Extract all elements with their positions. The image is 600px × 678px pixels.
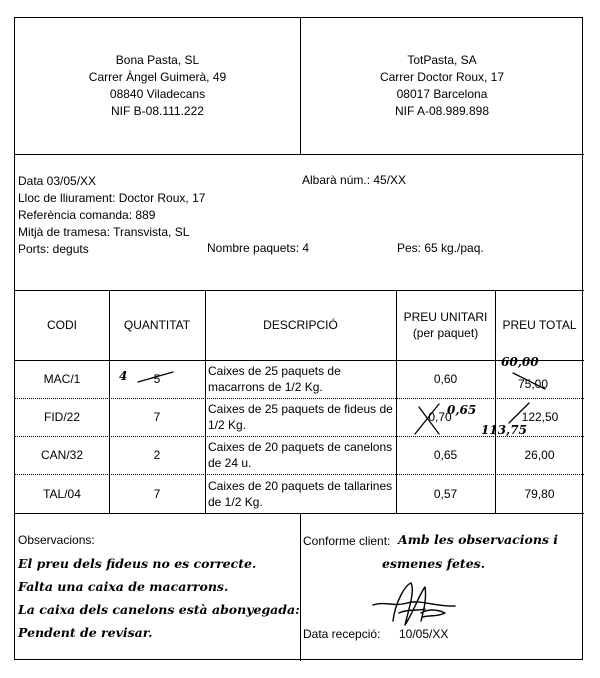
mac-quantity-correction: 4 [119, 369, 128, 383]
info-date: Data 03/05/XX [18, 174, 97, 188]
row-3-quantity: 2 [153, 448, 161, 462]
row-4-unit-price: 0,57 [433, 486, 458, 501]
row-2-quantity: 7 [153, 410, 161, 424]
sender-name: Bona Pasta, SL [115, 53, 200, 67]
col-header-quantity: QUANTITAT [123, 318, 191, 332]
row-1-quantity: 5 [153, 372, 161, 386]
row-3-total: 26,00 [524, 448, 555, 462]
row-3-description: Caixes de 20 paquets de canelons de 24 u. [208, 440, 393, 470]
row-2-code: FID/22 [43, 410, 80, 424]
row-2-description: Caixes de 25 paquets de fideus de 1/2 Kg. [208, 402, 393, 432]
col-header-unit-price-label: PREU UNITARI [403, 310, 488, 324]
info-order-ref: Referència comanda: 889 [18, 208, 156, 222]
conformity-label: Conforme client: [303, 534, 391, 548]
sender-city: 08840 Viladecans [109, 87, 206, 101]
strike-mac-quantity [138, 372, 173, 382]
col-header-total: PREU TOTAL [502, 318, 577, 332]
row-1-total: 75,00 [517, 377, 549, 391]
row-4-total: 79,80 [524, 486, 555, 501]
col-header-unit-price-sub: (per paquet) [412, 326, 479, 340]
info-transport: Mitjà de tramesa: Transvista, SL [18, 225, 190, 239]
observation-line: El preu dels fideus no es correcte. [18, 556, 257, 571]
row-2-total: 122,50 [521, 410, 559, 424]
row-1-unit-price: 0,60 [433, 372, 458, 386]
row-1-description: Caixes de 25 paquets de macarrons de 1/2 Kg. [208, 364, 341, 394]
conformity-note-line-1: Amb les observacions i [398, 532, 559, 547]
row-3-unit-price: 0,65 [433, 448, 458, 462]
info-delivery-place: Lloc de lliurament: Doctor Roux, 17 [18, 191, 206, 205]
mac-total-correction: 60,00 [501, 355, 539, 369]
recipient-street: Carrer Doctor Roux, 17 [379, 70, 505, 84]
sender-nif: NIF B-08.111.222 [111, 104, 204, 118]
info-shipping: Ports: deguts [18, 242, 89, 256]
recipient-name: TotPasta, SA [407, 53, 477, 67]
observation-line: La caixa dels canelons està abonyegada: [18, 602, 300, 617]
fid-price-correction: 0,65 [447, 403, 477, 417]
row-4-code: TAL/04 [43, 486, 81, 501]
info-weight: Pes: 65 kg./paq. [397, 241, 484, 255]
reception-date: 10/05/XX [399, 627, 449, 641]
col-header-description: DESCRIPCIÓ [263, 318, 338, 332]
strike-fid-price [415, 404, 439, 434]
observation-line: Pendent de revisar. [18, 625, 153, 640]
observations-label: Observacions: [18, 533, 95, 547]
row-4-quantity: 7 [153, 486, 161, 501]
recipient-nif: NIF A-08.989.898 [394, 104, 490, 118]
row-1-code: MAC/1 [43, 372, 81, 386]
strike-fid-total [509, 403, 529, 423]
row-4-description: Caixes de 20 paquets de tallarines de 1/2 Kg. [208, 478, 393, 509]
info-delivery-note-number: Albarà núm.: 45/XX [302, 173, 407, 187]
row-2-unit-price: 0,70 [428, 410, 452, 424]
delivery-note [14, 17, 583, 660]
row-3-code: CAN/32 [40, 448, 84, 462]
observation-line: Falta una caixa de macarrons. [18, 579, 229, 594]
reception-label: Data recepció: [303, 627, 381, 641]
info-packages: Nombre paquets: 4 [207, 241, 310, 255]
strike-mac-total [513, 373, 545, 389]
fid-total-correction: 113,75 [481, 423, 527, 437]
sender-street: Carrer Àngel Guimerà, 49 [88, 70, 227, 84]
recipient-city: 08017 Barcelona [396, 87, 488, 101]
footer-divider [300, 513, 301, 661]
col-header-code: CODI [47, 318, 77, 332]
conformity-note-line-2: esmenes fetes. [382, 556, 486, 571]
